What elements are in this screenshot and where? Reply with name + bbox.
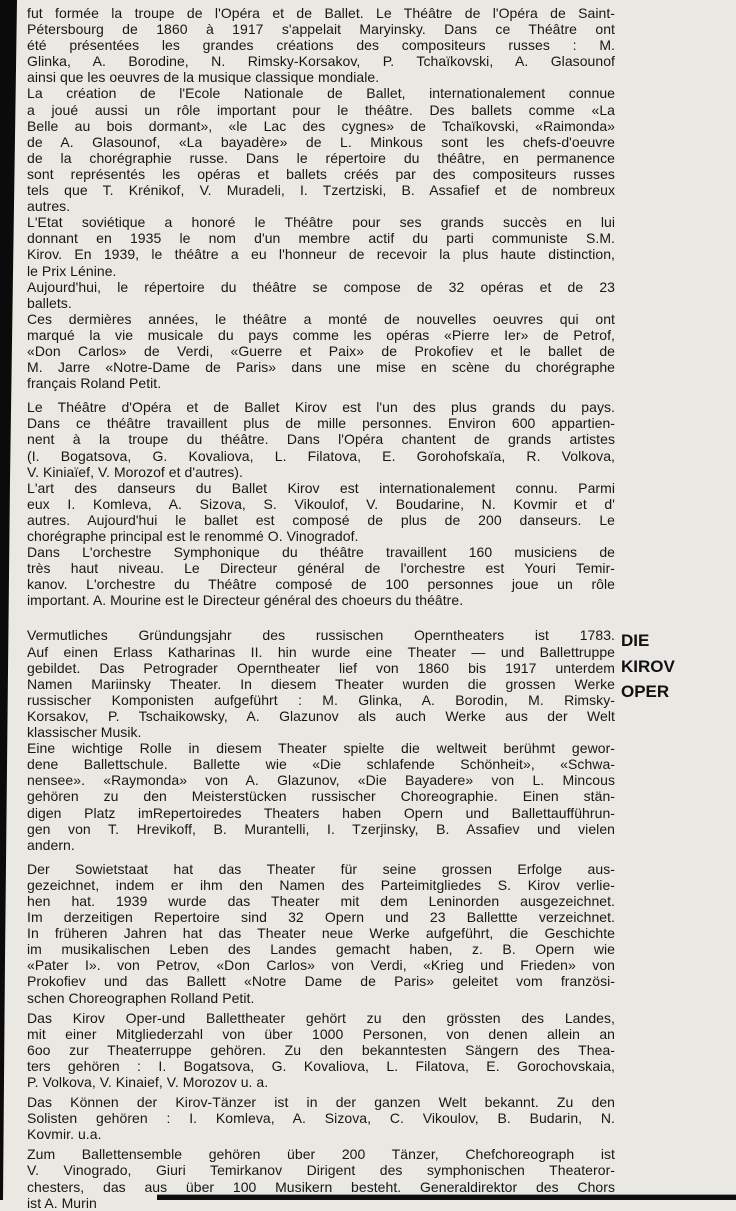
paragraph (27, 861, 615, 1006)
paragraph (27, 1094, 615, 1142)
text-line: (I. Bogatsova, G. Kovaliova, L. Filatova, E. Gorohofskaïa, R. Volkova, (27, 447, 615, 464)
text-line: nensee». «Raymonda» von A. Glazunov, «Die Bayadere» von L. Mincous (27, 772, 615, 789)
paragraph (27, 627, 615, 740)
text-line: le Prix Lénine. (27, 262, 117, 279)
text-line: gen von T. Hrevikoff, B. Murantelli, I. Tzerjinsky, B. Assafiev und vielen (27, 820, 615, 837)
text-line: P. Volkova, V. Kinaief, V. Morozov u. a. (27, 1074, 269, 1090)
main-text-column (27, 5, 615, 1211)
text-line: de A. Glasounof, «La bayadère» de L. Minkous sont les chefs-d'oeuvre (27, 133, 615, 150)
text-line: Dans ce théâtre travaillent plus de mille personnes. Environ 600 appartien- (27, 415, 615, 432)
text-line: a joué aussi un rôle important pour le théâtre. Des ballets comme «La (27, 101, 615, 118)
paragraph (27, 1010, 615, 1090)
text-line: très haut niveau. Le Directeur général de l'orchestre est Youri Temir- (27, 560, 615, 577)
text-line: Das Können der Kirov-Tänzer ist in der ganzen Welt bekannt. Zu den (27, 1094, 615, 1111)
text-line: digen Platz imRepertoiredes Theaters haben Opern und Ballettaufführun- (27, 804, 615, 821)
text-line: Belle au bois dormant», «le Lac des cygnes» de Tchaïkovski, «Raimonda» (27, 117, 615, 134)
text-line: marqué la vie musicale du pays comme les opéras «Pierre Ier» de Petrof, (27, 326, 615, 343)
paragraph (27, 5, 615, 85)
text-line: Dans L'orchestre Symphonique du théâtre travaillent 160 musiciens de (27, 544, 615, 561)
text-line: Im derzeitigen Repertoire sind 32 Opern und 23 Ballettte verzeichnet. (27, 909, 615, 926)
text-line: français Roland Petit. (27, 375, 162, 392)
paragraph (27, 311, 615, 391)
text-line: Ces dermières années, le théâtre a monté de nouvelles oeuvres qui ont (27, 310, 615, 327)
text-line: Vermutliches Gründungsjahr des russischen Operntheaters ist 1783. (27, 627, 615, 644)
text-line: Eine wichtige Rolle in diesem Theater spielte die weltweit berühmt gewor- (27, 740, 615, 757)
text-line: eux I. Komleva, A. Sizova, S. Vikoulof, V. Boudarine, N. Kovmir et d' (27, 495, 615, 512)
text-line: fut formée la troupe de l'Opéra et de Ballet. Le Théâtre de l'Opéra de Saint- (27, 5, 615, 21)
text-line: mit einer Mitgliederzahl von über 1000 Personen, von denen allein an (27, 1025, 615, 1042)
text-line: russischer Komponisten aufgeführt : M. Glinka, A. Borodin, M. Rimsky- (27, 691, 615, 708)
text-line: hen hat. 1939 wurde das Theater mit dem Leninorden ausgezeichnet. (27, 892, 615, 909)
text-line: donnant en 1935 le nom d'un membre actif du parti communiste S.M. (27, 230, 615, 247)
text-line: de la chorégraphie russe. Dans le répertoire du théâtre, en permanence (27, 149, 615, 166)
text-line: im musikalischen Leben des Landes gemacht haben, z. B. Opern wie (27, 941, 615, 958)
paragraph (27, 1146, 615, 1210)
margin-heading-line: OPER (621, 682, 670, 701)
text-line: L'art des danseurs du Ballet Kirov est internationalement connu. Parmi (27, 479, 615, 496)
text-line: La création de l'Ecole Nationale de Ballet, internationalement connue (27, 85, 615, 102)
text-line: Prokofiev und das Ballett «Notre Dame de Paris» geleitet vom französi- (27, 973, 615, 990)
paragraph (27, 85, 615, 214)
text-line: chesters, das aus über 100 Musikern besteht. Generaldirektor des Chors (27, 1178, 615, 1195)
text-line: Solisten gehören : I. Komleva, A. Sizova, C. Vikoulov, B. Budarin, N. (27, 1110, 615, 1127)
text-line: Pétersbourg de 1860 à 1917 s'appelait Maryinsky. Dans ce Théâtre ont (27, 21, 615, 38)
text-line: Namen Mariinsky Theater. In diesem Theater wurden die grossen Werke (27, 675, 615, 692)
german-text-section (27, 627, 615, 1210)
text-line: In früheren Jahren hat das Theater neue Werke aufgeführt, die Geschichte (27, 925, 615, 942)
text-line: autres. (27, 198, 71, 215)
paragraph (27, 399, 615, 479)
text-line: Kirov. En 1939, le théâtre a eu l'honneur de recevoir la plus haute distinction, (27, 246, 615, 263)
text-line: V. Kiniaïef, V. Morozof et d'autres). (27, 463, 243, 480)
text-line: kanov. L'orchestre du Théâtre composé de 100 personnes joue un rôle (27, 576, 615, 593)
text-line: Das Kirov Oper-und Ballettheater gehört zu den grössten des Landes, (27, 1009, 615, 1026)
text-line: V. Vinogrado, Giuri Temirkanov Dirigent des symphonischen Theateror- (27, 1162, 615, 1179)
text-line: «Don Carlos» de Verdi, «Guerre et Paix» de Prokofiev et le ballet de (27, 342, 615, 359)
paragraph (27, 480, 615, 544)
text-line: Der Sowietstaat hat das Theater für seine grossen Erfolge aus- (27, 860, 615, 877)
text-line: nent à la troupe du théâtre. Dans l'Opéra chantent de grands artistes (27, 431, 615, 448)
text-line: Glinka, A. Borodine, N. Rimsky-Korsakov, P. Tchaïkovski, A. Glasounof (27, 53, 615, 70)
text-line: Korsakov, P. Tschaikowsky, A. Glazunov als auch Werke aus der Welt (27, 707, 615, 724)
text-line: Aujourd'hui, le répertoire du théâtre se compose de 32 opéras et de 23 (27, 278, 615, 295)
paragraph (27, 740, 615, 853)
text-line: Le Théâtre d'Opéra et de Ballet Kirov est l'un des plus grands du pays. (27, 399, 615, 416)
text-line: sont représentés les opéras et ballets créés par des compositeurs russes (27, 165, 615, 182)
text-line: schen Choreographen Rolland Petit. (27, 989, 255, 1006)
text-line: tels que T. Krénikof, V. Muradeli, I. Tzertziski, B. Assafief et de nombreux (27, 182, 615, 199)
text-line: gezeichnet, indem er ihm den Namen des Parteimitgliedes S. Kirov verlie- (27, 876, 615, 893)
text-line: klassischer Musik. (27, 724, 142, 741)
text-line: été présentées les grandes créations des compositeurs russes : M. (27, 37, 615, 54)
text-line: 6oo zur Theaterruppe gehören. Zu den bekanntesten Sängern des Thea- (27, 1041, 615, 1058)
text-line: chorégraphe principal est le renommé O. Vinogradof. (27, 528, 359, 544)
text-line: M. Jarre «Notre-Dame de Paris» dans une mise en scène du chorégraphe (27, 359, 615, 376)
margin-heading-line: DIE (621, 631, 650, 650)
text-line: andern. (27, 836, 75, 853)
paragraph (27, 544, 615, 608)
margin-heading-line: KIROV (621, 656, 675, 676)
margin-heading-die-kirov-oper (621, 628, 731, 705)
text-line: gebildet. Das Petrograder Operntheater lief von 1860 bis 1917 unterdem (27, 659, 615, 676)
text-line: ballets. (27, 294, 72, 311)
text-line: ters gehören : I. Bogatsova, G. Kovaliova, L. Filatova, E. Gorochovskaia, (27, 1057, 615, 1074)
text-line: Zum Ballettensemble gehören über 200 Tänzer, Chefchoreograph ist (27, 1146, 615, 1163)
text-line: ist A. Murin (27, 1194, 97, 1211)
paragraph (27, 279, 615, 311)
text-line: gehören zu den Meisterstücken russischer Choreographie. Einen stän- (27, 788, 615, 805)
text-line: Auf einen Erlass Katharinas II. hin wurde eine Theater — und Ballettruppe (27, 643, 615, 660)
french-text-section (27, 5, 615, 608)
text-line: Kovmir. u.a. (27, 1126, 102, 1143)
paragraph (27, 214, 615, 278)
page-left-edge-shadow (0, 0, 18, 1200)
next-page-photo-edge (157, 1195, 736, 1200)
text-line: «Pater I». von Petrov, «Don Carlos» von Verdi, «Krieg und Frieden» von (27, 957, 615, 974)
text-line: autres. Aujourd'hui le ballet est composé de plus de 200 danseurs. Le (27, 511, 615, 528)
text-line: dene Ballettschule. Ballette wie «Die schlafende Schönheit», «Schwa- (27, 756, 615, 773)
text-line: ainsi que les oeuvres de la musique classique mondiale. (27, 69, 380, 86)
text-line: L'Etat soviétique a honoré le Théâtre pour ses grands succès en lui (27, 214, 615, 231)
text-line: important. A. Mourine est le Directeur général des choeurs du théâtre. (27, 592, 464, 609)
